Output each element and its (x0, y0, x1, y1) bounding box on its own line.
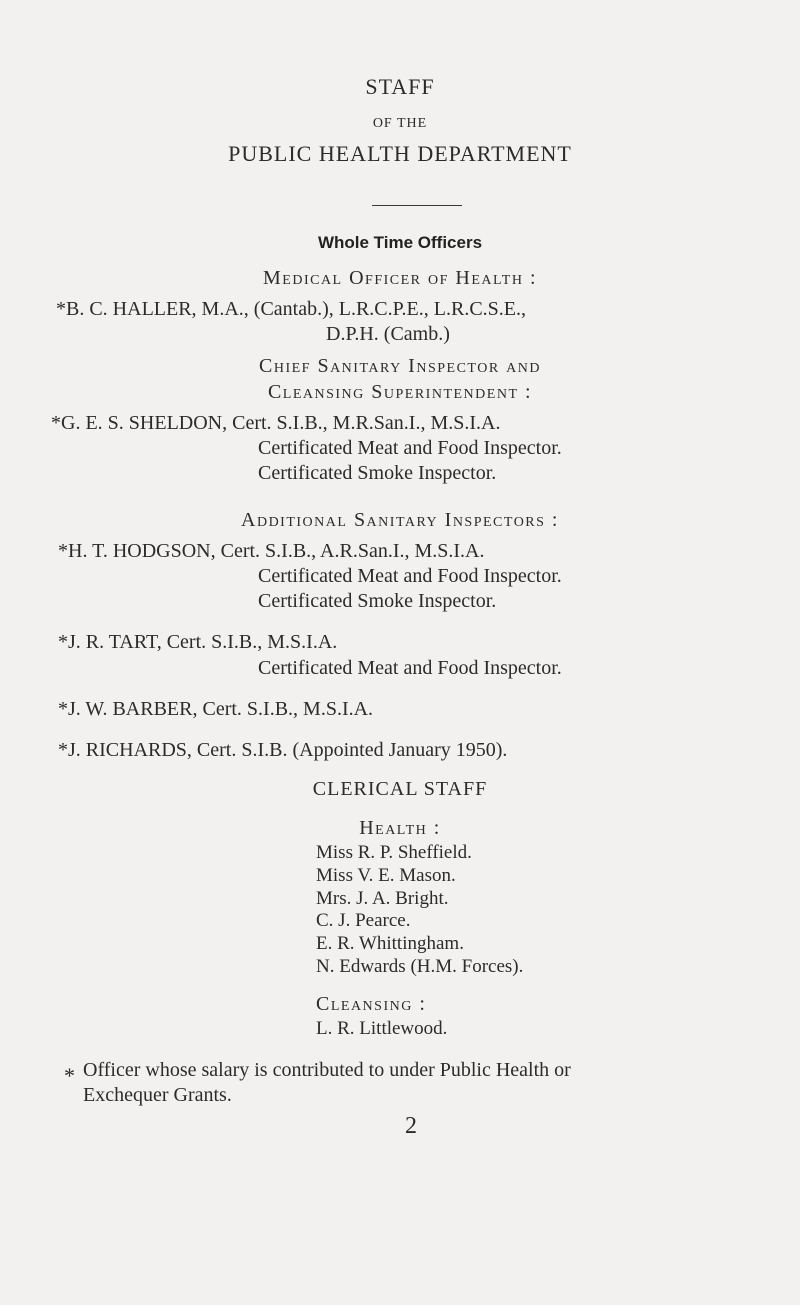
asi-richards-line: *J. RICHARDS, Cert. S.I.B. (Appointed January 1950). (58, 739, 508, 761)
asi-heading: Additional Sanitary Inspectors : (241, 509, 559, 531)
asi-barber-line: *J. W. BARBER, Cert. S.I.B., M.S.I.A. (58, 698, 374, 720)
asi-hodgson-cert-meat: Certificated Meat and Food Inspector. (258, 565, 562, 587)
asi-tart-cert-meat: Certificated Meat and Food Inspector. (258, 657, 562, 679)
csi-name-line: *G. E. S. SHELDON, Cert. S.I.B., M.R.San.I., M.S.I.A. (51, 412, 501, 434)
footnote-line1: Officer whose salary is contributed to under Public Health or (83, 1059, 571, 1081)
page-number: 2 (405, 1113, 417, 1139)
clerical-cleansing-heading: Cleansing : (316, 993, 427, 1015)
moh-name-line: *B. C. HALLER, M.A., (Cantab.), L.R.C.P.E., L.R.C.S.E., (56, 298, 527, 320)
moh-qualification-line: D.P.H. (Camb.) (326, 323, 450, 345)
csi-cert-meat: Certificated Meat and Food Inspector. (258, 437, 562, 459)
asi-hodgson-cert-smoke: Certificated Smoke Inspector. (258, 590, 497, 612)
list-item: Mrs. J. A. Bright. (316, 887, 449, 909)
health-staff-list (316, 842, 523, 979)
list-item: C. J. Pearce. (316, 910, 411, 932)
title-divider (372, 205, 462, 206)
title-staff: STAFF (365, 74, 435, 99)
asi-tart-line: *J. R. TART, Cert. S.I.B., M.S.I.A. (58, 631, 338, 653)
list-item: L. R. Littlewood. (316, 1018, 448, 1039)
asi-hodgson-line: *H. T. HODGSON, Cert. S.I.B., A.R.San.I., M.S.I.A. (58, 540, 485, 562)
csi-cert-smoke: Certificated Smoke Inspector. (258, 462, 497, 484)
title-department: PUBLIC HEALTH DEPARTMENT (228, 141, 572, 166)
clerical-health-heading: Health : (359, 817, 441, 839)
title-of-the: OF THE (372, 116, 428, 131)
section-heading: Whole Time Officers (317, 233, 483, 252)
csi-heading-line1: Chief Sanitary Inspector and (259, 355, 541, 377)
footnote-marker: * (64, 1063, 75, 1088)
list-item: N. Edwards (H.M. Forces). (316, 955, 524, 977)
clerical-heading: CLERICAL STAFF (312, 778, 488, 800)
footnote-line2: Exchequer Grants. (83, 1084, 232, 1106)
moh-heading: Medical Officer of Health : (263, 267, 537, 289)
list-item: E. R. Whittingham. (316, 933, 464, 955)
cleansing-staff-list (316, 1018, 447, 1040)
list-item: Miss R. P. Sheffield. (316, 842, 472, 863)
csi-heading-line2: Cleansing Superintendent : (267, 381, 533, 403)
list-item: Miss V. E. Mason. (316, 864, 456, 886)
